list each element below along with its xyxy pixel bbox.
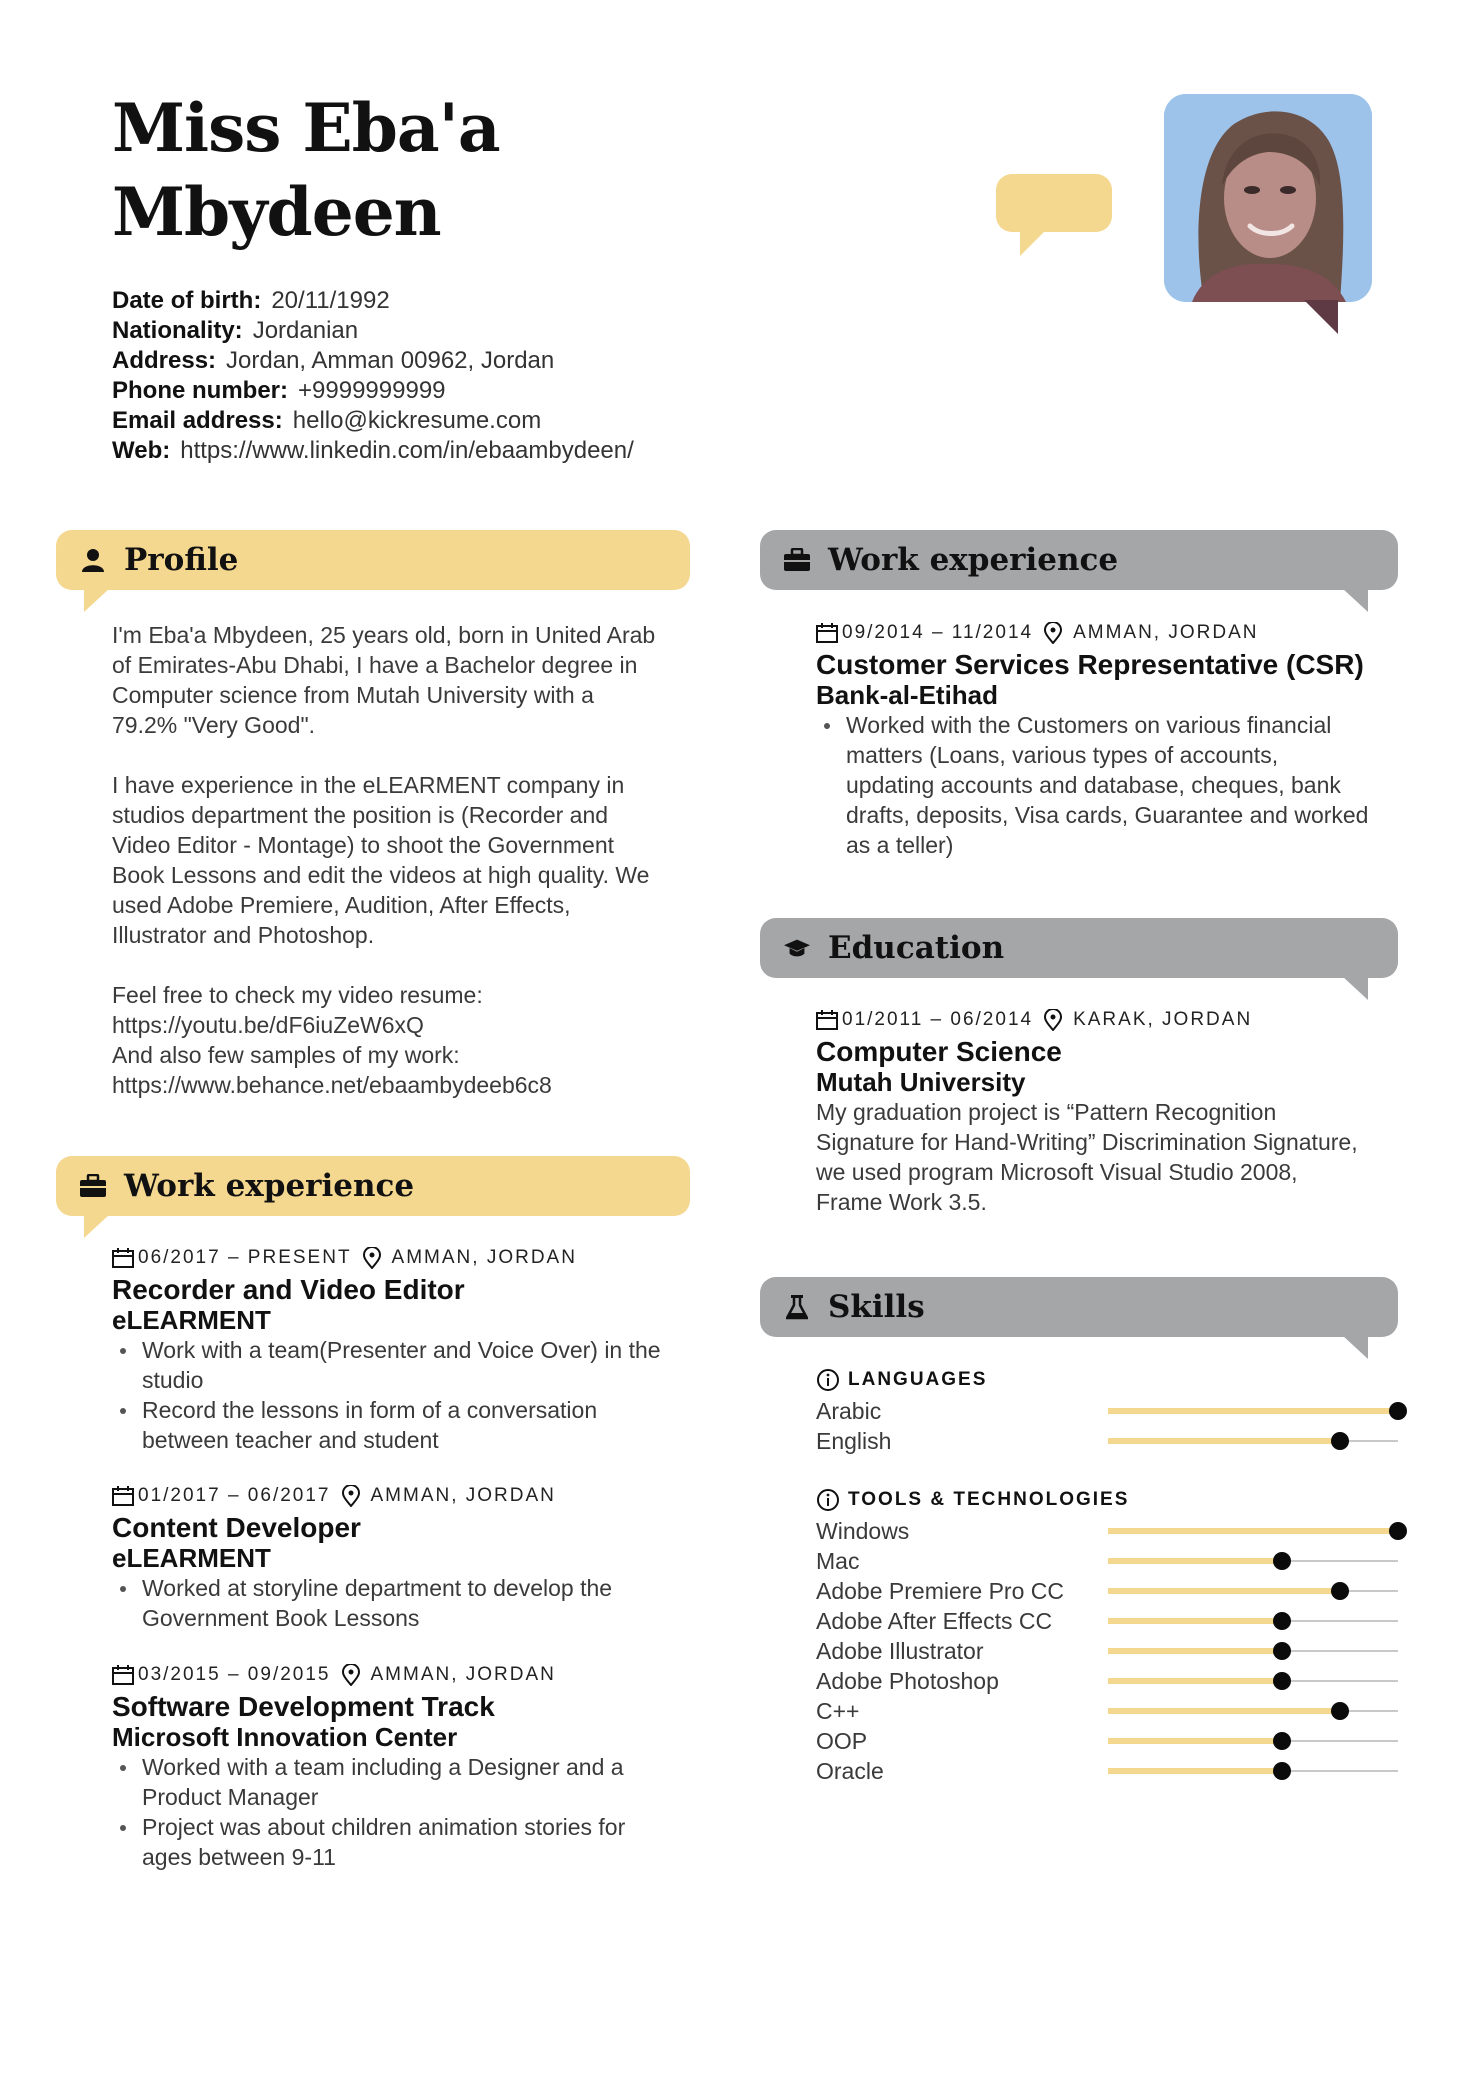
photo-bubble-tail xyxy=(1304,300,1338,334)
profile-text-line: And also few samples of my work: xyxy=(112,1042,460,1068)
profile-text-line: I'm Eba'a Mbydeen, 25 years old, born in United Arab xyxy=(112,622,656,648)
skill-level-fill xyxy=(1108,1768,1282,1774)
contact-value: +9999999999 xyxy=(298,377,446,404)
skill-row xyxy=(816,1516,1398,1546)
skill-row xyxy=(816,1396,1398,1426)
job-title: Software Development Track xyxy=(112,1691,495,1722)
job-company: Bank-al-Etihad xyxy=(816,680,999,710)
job-dates: 06/2017 – PRESENT xyxy=(138,1247,352,1268)
section-profile-header xyxy=(56,530,690,590)
calendar-icon xyxy=(816,1009,838,1031)
skill-level-fill xyxy=(1108,1648,1282,1654)
job-title: Recorder and Video Editor xyxy=(112,1274,465,1305)
profile-text-line: used Adobe Premiere, Audition, After Effects, xyxy=(112,892,571,918)
job-dates: 01/2017 – 06/2017 xyxy=(138,1485,331,1506)
education-description: My graduation project is “Pattern Recognition Signature for Hand-Writing” Discrimination Signature, we used program Microsoft Visual Studio 2008, Frame Work 3.5. xyxy=(816,1099,1358,1215)
candidate-name xyxy=(112,86,752,254)
skill-level-dot xyxy=(1331,1702,1349,1720)
education-dates: 01/2011 – 06/2014 xyxy=(842,1009,1034,1030)
education-degree: Computer Science xyxy=(816,1036,1062,1067)
job-dates: 03/2015 – 09/2015 xyxy=(138,1664,331,1685)
calendar-icon xyxy=(112,1664,134,1686)
skill-level-dot xyxy=(1273,1552,1291,1570)
profile-text-line: Feel free to check my video resume: xyxy=(112,982,483,1008)
contact-email xyxy=(112,406,812,436)
job-location: AMMAN, JORDAN xyxy=(1073,622,1259,643)
job-location: AMMAN, JORDAN xyxy=(370,1664,556,1685)
skill-level-track xyxy=(1108,1440,1398,1442)
skill-row xyxy=(816,1606,1398,1636)
job-bullets xyxy=(112,1335,712,1455)
skills-group-label: LANGUAGES xyxy=(848,1369,988,1390)
map-pin-icon xyxy=(1043,622,1065,644)
contact-dob xyxy=(112,286,812,316)
section-title: Skills xyxy=(828,1289,925,1325)
job-meta xyxy=(112,1483,712,1509)
skill-level-fill xyxy=(1108,1708,1340,1714)
contact-details xyxy=(112,286,812,466)
briefcase-icon xyxy=(80,1173,106,1199)
calendar-icon xyxy=(816,622,838,644)
skill-level-track xyxy=(1108,1650,1398,1652)
profile-summary xyxy=(112,620,702,1100)
skill-level-dot xyxy=(1273,1762,1291,1780)
decorative-speech-bubble xyxy=(996,174,1112,232)
profile-text-line: Book Lessons and edit the videos at high quality. We xyxy=(112,862,650,888)
contact-value[interactable]: https://www.linkedin.com/in/ebaambydeen/ xyxy=(180,437,634,464)
contact-label: Nationality: xyxy=(112,317,243,344)
job-company: Microsoft Innovation Center xyxy=(112,1722,458,1752)
job-meta xyxy=(112,1245,712,1271)
contact-value: Jordan, Amman 00962, Jordan xyxy=(226,347,555,374)
job-company: eLEARMENT xyxy=(112,1305,271,1335)
skill-name: C++ xyxy=(816,1698,860,1724)
section-title: Education xyxy=(828,930,1005,966)
skill-name: Adobe Photoshop xyxy=(816,1668,999,1694)
briefcase-icon xyxy=(784,547,810,573)
contact-label: Address: xyxy=(112,347,217,374)
skill-level-track xyxy=(1108,1740,1398,1742)
skill-level-track xyxy=(1108,1410,1398,1412)
skill-row xyxy=(816,1756,1398,1786)
skill-name: Mac xyxy=(816,1548,860,1574)
skill-name: Arabic xyxy=(816,1398,882,1424)
job-location: AMMAN, JORDAN xyxy=(370,1485,556,1506)
section-tail xyxy=(1342,976,1368,1000)
skill-level-fill xyxy=(1108,1408,1398,1414)
contact-value: Jordanian xyxy=(252,317,359,344)
section-tail xyxy=(84,588,110,612)
profile-text-line: Video Editor - Montage) to shoot the Government xyxy=(112,832,615,858)
profile-photo xyxy=(1164,94,1372,302)
person-icon xyxy=(80,547,106,573)
section-tail xyxy=(84,1214,110,1238)
contact-value[interactable]: hello@kickresume.com xyxy=(292,407,542,434)
profile-text-line: studios department the position is (Recorder and xyxy=(112,802,609,828)
job-bullet: Worked with a team including a Designer and a Product Manager xyxy=(112,1752,712,1812)
skill-name: Adobe Illustrator xyxy=(816,1638,984,1664)
skill-row xyxy=(816,1576,1398,1606)
calendar-icon xyxy=(112,1247,134,1269)
contact-phone xyxy=(112,376,812,406)
contact-value: 20/11/1992 xyxy=(271,287,390,314)
section-tail xyxy=(1342,588,1368,612)
contact-label: Email address: xyxy=(112,407,283,434)
job-bullet: Project was about children animation stories for ages between 9-11 xyxy=(112,1812,712,1872)
job-bullet: Worked at storyline department to develop the Government Book Lessons xyxy=(112,1573,712,1633)
job-dates: 09/2014 – 11/2014 xyxy=(842,622,1034,643)
info-circle-icon xyxy=(816,1488,840,1512)
skill-row xyxy=(816,1666,1398,1696)
education-school: Mutah University xyxy=(816,1067,1026,1097)
skill-name: English xyxy=(816,1428,892,1454)
job-entry xyxy=(112,1483,712,1633)
skill-level-track xyxy=(1108,1620,1398,1622)
info-circle-icon xyxy=(816,1368,840,1392)
section-title: Work experience xyxy=(828,542,1119,578)
job-title: Content Developer xyxy=(112,1512,361,1543)
skills-group-label: TOOLS & TECHNOLOGIES xyxy=(848,1489,1130,1510)
name-line-1: Miss Eba'a xyxy=(112,89,500,167)
skill-level-fill xyxy=(1108,1738,1282,1744)
education-entry xyxy=(816,1007,1406,1217)
job-meta xyxy=(112,1662,712,1688)
job-title: Customer Services Representative (CSR) xyxy=(816,649,1364,680)
skill-level-dot xyxy=(1331,1432,1349,1450)
skill-name: Windows xyxy=(816,1518,910,1544)
skill-level-dot xyxy=(1331,1582,1349,1600)
skill-level-fill xyxy=(1108,1588,1340,1594)
job-location: AMMAN, JORDAN xyxy=(391,1247,577,1268)
contact-label: Phone number: xyxy=(112,377,289,404)
skills-group-header xyxy=(816,1366,1398,1394)
tools-rows xyxy=(816,1516,1398,1786)
skill-level-track xyxy=(1108,1530,1398,1532)
education-location: KARAK, JORDAN xyxy=(1073,1009,1253,1030)
profile-text-line: of Emirates-Abu Dhabi, I have a Bachelor degree in xyxy=(112,652,638,678)
section-work-left-header xyxy=(56,1156,690,1216)
languages-rows xyxy=(816,1396,1398,1456)
section-skills-header xyxy=(760,1277,1398,1337)
map-pin-icon xyxy=(1043,1009,1065,1031)
section-title: Profile xyxy=(124,542,239,578)
skill-row xyxy=(816,1426,1398,1456)
profile-text-line: Computer science from Mutah University with a xyxy=(112,682,594,708)
graduation-cap-icon xyxy=(784,935,810,961)
skill-row xyxy=(816,1696,1398,1726)
contact-label: Web: xyxy=(112,437,171,464)
behance-link[interactable]: https://www.behance.net/ebaambydeeb6c8 xyxy=(112,1072,552,1098)
skill-level-track xyxy=(1108,1560,1398,1562)
flask-icon xyxy=(784,1294,810,1320)
name-line-2: Mbydeen xyxy=(112,173,441,251)
skill-level-dot xyxy=(1273,1612,1291,1630)
skills-group-header xyxy=(816,1486,1398,1514)
skill-level-fill xyxy=(1108,1528,1398,1534)
contact-address xyxy=(112,346,812,376)
skill-name: Oracle xyxy=(816,1758,884,1784)
contact-web xyxy=(112,436,812,466)
job-meta xyxy=(816,620,1406,646)
skill-level-dot xyxy=(1389,1522,1407,1540)
skill-level-fill xyxy=(1108,1618,1282,1624)
skill-level-dot xyxy=(1273,1672,1291,1690)
skill-level-track xyxy=(1108,1770,1398,1772)
job-bullet: Record the lessons in form of a conversation between teacher and student xyxy=(112,1395,712,1455)
contact-label: Date of birth: xyxy=(112,287,262,314)
skill-level-dot xyxy=(1273,1642,1291,1660)
skill-name: OOP xyxy=(816,1728,868,1754)
skill-level-dot xyxy=(1389,1402,1407,1420)
profile-photo-illustration xyxy=(1164,94,1372,302)
skill-name: Adobe After Effects CC xyxy=(816,1608,1053,1634)
skill-level-fill xyxy=(1108,1438,1340,1444)
skills-list xyxy=(816,1366,1398,1786)
skill-row xyxy=(816,1636,1398,1666)
education-meta xyxy=(816,1007,1406,1033)
job-entry xyxy=(816,620,1406,860)
profile-text-line: Illustrator and Photoshop. xyxy=(112,922,375,948)
job-bullets xyxy=(112,1573,712,1633)
section-work-right-header xyxy=(760,530,1398,590)
job-bullet: Work with a team(Presenter and Voice Over) in the studio xyxy=(112,1335,712,1395)
skill-level-dot xyxy=(1273,1732,1291,1750)
section-tail xyxy=(1342,1335,1368,1359)
map-pin-icon xyxy=(362,1247,384,1269)
skill-level-track xyxy=(1108,1590,1398,1592)
skill-row xyxy=(816,1726,1398,1756)
map-pin-icon xyxy=(341,1485,363,1507)
section-title: Work experience xyxy=(124,1168,415,1204)
skill-level-fill xyxy=(1108,1558,1282,1564)
calendar-icon xyxy=(112,1485,134,1507)
job-bullets xyxy=(112,1752,712,1872)
skill-row xyxy=(816,1546,1398,1576)
skill-level-track xyxy=(1108,1680,1398,1682)
job-bullets xyxy=(816,710,1406,860)
job-entry xyxy=(112,1662,712,1872)
skill-level-track xyxy=(1108,1710,1398,1712)
job-entry xyxy=(112,1245,712,1455)
profile-text-line: 79.2% "Very Good". xyxy=(112,712,316,738)
video-resume-link[interactable]: https://youtu.be/dF6iuZeW6xQ xyxy=(112,1012,424,1038)
contact-nationality xyxy=(112,316,812,346)
skill-level-fill xyxy=(1108,1678,1282,1684)
job-bullet: Worked with the Customers on various financial matters (Loans, various types of accounts, updating accounts and database, cheques, bank drafts, deposits, Visa cards, Guarantee and worked as a teller) xyxy=(816,710,1406,860)
map-pin-icon xyxy=(341,1664,363,1686)
job-company: eLEARMENT xyxy=(112,1543,271,1573)
profile-text-line: I have experience in the eLEARMENT company in xyxy=(112,772,625,798)
skill-name: Adobe Premiere Pro CC xyxy=(816,1578,1064,1604)
section-education-header xyxy=(760,918,1398,978)
